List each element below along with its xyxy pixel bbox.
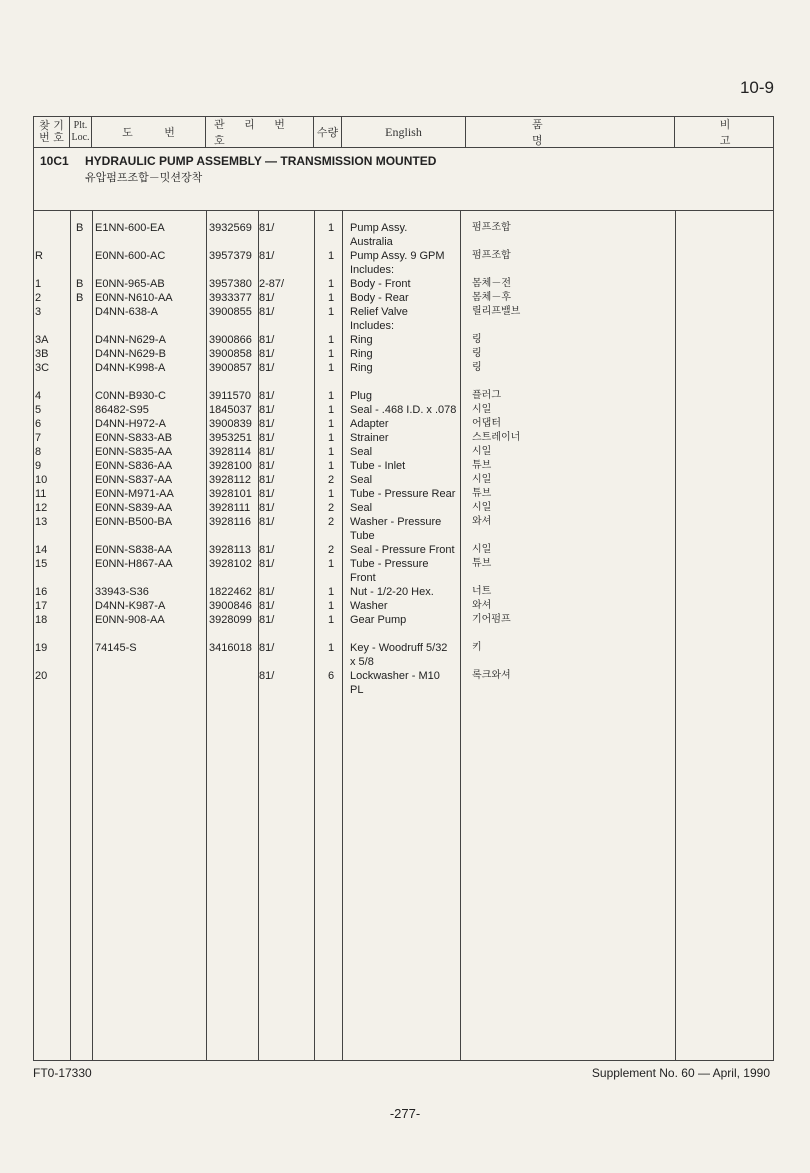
- part-number: 33943-S36: [95, 586, 149, 598]
- plant-location: B: [76, 292, 84, 304]
- item-index: 18: [35, 614, 48, 626]
- effective-date: 81/: [259, 418, 275, 430]
- quantity: 6: [328, 670, 335, 682]
- part-number: C0NN-B930-C: [95, 390, 166, 402]
- effective-date: 81/: [259, 250, 275, 262]
- management-number: 3933377: [209, 292, 252, 304]
- english-description: x 5/8: [350, 656, 374, 668]
- item-index: 1: [35, 278, 42, 290]
- english-description: Washer: [350, 600, 388, 612]
- item-index: 4: [35, 390, 42, 402]
- table-row: [34, 459, 773, 473]
- korean-name: 키: [472, 642, 482, 653]
- part-number: E0NN-S837-AA: [95, 474, 173, 486]
- table-row: [34, 319, 773, 333]
- management-number: 3911570: [209, 390, 252, 402]
- table-row: [34, 627, 773, 641]
- korean-name: 어댑터: [472, 418, 501, 429]
- effective-date: 81/: [259, 348, 275, 360]
- management-number: 3928101: [209, 488, 252, 500]
- table-row: [34, 585, 773, 599]
- management-number: 3957379: [209, 250, 252, 262]
- english-description: Seal: [350, 502, 373, 514]
- english-description: PL: [350, 684, 364, 696]
- quantity: 1: [328, 306, 335, 318]
- quantity: 1: [328, 600, 335, 612]
- english-description: Nut - 1/2-20 Hex.: [350, 586, 434, 598]
- table-row: [34, 529, 773, 543]
- management-number: 3416018: [209, 642, 252, 654]
- assembly-title: HYDRAULIC PUMP ASSEMBLY — TRANSMISSION MOUNTED: [85, 154, 437, 168]
- effective-date: 81/: [259, 292, 275, 304]
- english-description: Includes:: [350, 320, 395, 332]
- quantity: 2: [328, 544, 335, 556]
- item-index: 16: [35, 586, 48, 598]
- header-english: English: [342, 117, 466, 147]
- quantity: 1: [328, 278, 335, 290]
- item-index: 15: [35, 558, 48, 570]
- assembly-korean-title: 유압펌프조합－밋션장착: [85, 171, 203, 184]
- quantity: 1: [328, 558, 335, 570]
- korean-name: 록크와셔: [472, 670, 511, 681]
- item-index: R: [35, 250, 43, 262]
- part-number: E0NN-S839-AA: [95, 502, 173, 514]
- quantity: 1: [328, 390, 335, 402]
- form-number: FT0-17330: [33, 1066, 92, 1080]
- korean-name: 기어펌프: [472, 614, 511, 625]
- quantity: 1: [328, 642, 335, 654]
- table-header: [34, 117, 781, 148]
- table-row: [34, 263, 773, 277]
- item-index: 11: [35, 488, 47, 500]
- part-number: E0NN-908-AA: [95, 614, 165, 626]
- part-number: E0NN-N610-AA: [95, 292, 173, 304]
- management-number: 3928099: [209, 614, 252, 626]
- effective-date: 81/: [259, 446, 275, 458]
- effective-date: 81/: [259, 586, 275, 598]
- quantity: 1: [328, 432, 335, 444]
- item-index: 5: [35, 404, 42, 416]
- korean-name: 시일: [472, 474, 492, 485]
- management-number: 1822462: [209, 586, 252, 598]
- part-number: D4NN-N629-A: [95, 334, 166, 346]
- management-number: 3932569: [209, 222, 252, 234]
- header-index: [34, 117, 70, 147]
- english-description: Tube - Inlet: [350, 460, 406, 472]
- korean-name: 시일: [472, 502, 492, 513]
- management-number: 3957380: [209, 278, 252, 290]
- effective-date: 81/: [259, 362, 275, 374]
- table-row: [34, 291, 773, 305]
- korean-name: 와셔: [472, 516, 492, 527]
- english-description: Includes:: [350, 264, 395, 276]
- quantity: 1: [328, 586, 335, 598]
- management-number: 3928113: [209, 544, 252, 556]
- management-number: 3928102: [209, 558, 252, 570]
- management-number: 3900866: [209, 334, 252, 346]
- effective-date: 81/: [259, 306, 275, 318]
- korean-name: 시일: [472, 544, 492, 555]
- table-row: [34, 515, 773, 529]
- part-number: D4NN-N629-B: [95, 348, 166, 360]
- supplement-note: Supplement No. 60 — April, 1990: [591, 1066, 770, 1080]
- table-row: [34, 445, 773, 459]
- item-index: 10: [35, 474, 48, 486]
- part-number: D4NN-638-A: [95, 306, 158, 318]
- english-description: Tube: [350, 530, 375, 542]
- header-mgmt-no: 관 리 번 호: [206, 117, 314, 147]
- english-description: Key - Woodruff 5/32: [350, 642, 448, 654]
- management-number: 3900839: [209, 418, 252, 430]
- english-description: Adapter: [350, 418, 389, 430]
- header-qty: 수량: [314, 117, 342, 147]
- item-index: 19: [35, 642, 48, 654]
- english-description: Pump Assy. 9 GPM: [350, 250, 445, 262]
- quantity: 1: [328, 362, 335, 374]
- english-description: Body - Rear: [350, 292, 409, 304]
- item-index: 12: [35, 502, 48, 514]
- header-index-line2: 번 호: [39, 131, 64, 144]
- korean-name: 링: [472, 362, 482, 373]
- item-index: 6: [35, 418, 42, 430]
- quantity: 1: [328, 250, 335, 262]
- item-index: 8: [35, 446, 42, 458]
- quantity: 2: [328, 502, 335, 514]
- header-loc: [70, 117, 92, 147]
- table-row: [34, 543, 773, 557]
- korean-name: 릴리프밸브: [472, 306, 521, 317]
- item-index: 3: [35, 306, 42, 318]
- korean-name: 플러그: [472, 390, 501, 401]
- header-loc-line1: Plt.: [73, 120, 88, 131]
- part-number: E0NN-S835-AA: [95, 446, 173, 458]
- effective-date: 81/: [259, 334, 275, 346]
- effective-date: 81/: [259, 614, 275, 626]
- effective-date: 81/: [259, 670, 275, 682]
- header-part-no: 도 번: [92, 117, 206, 147]
- part-number: E0NN-H867-AA: [95, 558, 173, 570]
- effective-date: 81/: [259, 390, 275, 402]
- quantity: 1: [328, 334, 335, 346]
- table-row: [34, 487, 773, 501]
- table-row: [34, 683, 773, 697]
- table-row: [34, 613, 773, 627]
- part-number: 74145-S: [95, 642, 137, 654]
- korean-name: 튜브: [472, 460, 492, 471]
- effective-date: 81/: [259, 516, 275, 528]
- part-number: 86482-S95: [95, 404, 149, 416]
- part-number: E0NN-M971-AA: [95, 488, 174, 500]
- assembly-code: 10C1: [40, 154, 69, 168]
- table-row: [34, 249, 773, 263]
- korean-name: 몸체－후: [472, 292, 511, 303]
- table-row: [34, 501, 773, 515]
- table-row: [34, 305, 773, 319]
- item-index: 3B: [35, 348, 49, 360]
- english-description: Front: [350, 572, 376, 584]
- table-row: [34, 333, 773, 347]
- item-index: 20: [35, 670, 48, 682]
- management-number: 3900857: [209, 362, 252, 374]
- english-description: Body - Front: [350, 278, 411, 290]
- table-row: [34, 389, 773, 403]
- table-row: [34, 655, 773, 669]
- english-description: Ring: [350, 334, 373, 346]
- effective-date: 81/: [259, 488, 275, 500]
- english-description: Seal - Pressure Front: [350, 544, 455, 556]
- item-index: 2: [35, 292, 42, 304]
- management-number: 3928116: [209, 516, 252, 528]
- effective-date: 81/: [259, 502, 275, 514]
- assembly-heading: [34, 148, 773, 211]
- part-number: D4NN-H972-A: [95, 418, 166, 430]
- part-number: E0NN-S833-AB: [95, 432, 173, 444]
- effective-date: 81/: [259, 544, 275, 556]
- item-index: 3C: [35, 362, 50, 374]
- table-row: [34, 221, 773, 235]
- table-row: [34, 347, 773, 361]
- english-description: Ring: [350, 362, 373, 374]
- korean-name: 와셔: [472, 600, 492, 611]
- korean-name: 너트: [472, 586, 492, 597]
- korean-name: 튜브: [472, 488, 492, 499]
- english-description: Gear Pump: [350, 614, 407, 626]
- part-number: E0NN-S836-AA: [95, 460, 173, 472]
- management-number: 3928112: [209, 474, 252, 486]
- quantity: 2: [328, 516, 335, 528]
- item-index: 14: [35, 544, 48, 556]
- parts-table: [33, 116, 781, 1061]
- korean-name: 몸체－전: [472, 278, 511, 289]
- table-row: [34, 641, 773, 655]
- item-index: 13: [35, 516, 48, 528]
- item-index: 7: [35, 432, 42, 444]
- korean-name: 링: [472, 348, 482, 359]
- part-number: E1NN-600-EA: [95, 222, 165, 234]
- effective-date: 81/: [259, 432, 275, 444]
- quantity: 1: [328, 348, 335, 360]
- part-number: E0NN-600-AC: [95, 250, 166, 262]
- quantity: 1: [328, 418, 335, 430]
- header-remarks: 비 고: [719, 118, 781, 147]
- header-loc-line2: Loc.: [71, 132, 90, 143]
- effective-date: 81/: [259, 460, 275, 472]
- table-row: [34, 599, 773, 613]
- effective-date: 81/: [259, 222, 275, 234]
- page-number: 10-9: [739, 78, 774, 97]
- table-row: [34, 277, 773, 291]
- korean-name: 튜브: [472, 558, 492, 569]
- effective-date: 81/: [259, 474, 275, 486]
- english-description: Seal: [350, 474, 373, 486]
- table-row: [34, 361, 773, 375]
- management-number: 3928111: [209, 502, 251, 514]
- english-description: Seal - .468 I.D. x .078: [350, 404, 457, 416]
- english-description: Australia: [350, 236, 393, 248]
- table-row: [34, 375, 773, 389]
- part-number: D4NN-K987-A: [95, 600, 166, 612]
- quantity: 1: [328, 292, 335, 304]
- english-description: Tube - Pressure Rear: [350, 488, 456, 500]
- quantity: 1: [328, 446, 335, 458]
- quantity: 1: [328, 614, 335, 626]
- quantity: 1: [328, 460, 335, 472]
- item-index: 9: [35, 460, 42, 472]
- korean-name: 펌프조합: [472, 222, 511, 233]
- plant-location: B: [76, 278, 84, 290]
- english-description: Strainer: [350, 432, 389, 444]
- effective-date: 81/: [259, 404, 275, 416]
- management-number: 1845037: [209, 404, 252, 416]
- management-number: 3900846: [209, 600, 252, 612]
- english-description: Lockwasher - M10: [350, 670, 440, 682]
- table-row: [34, 403, 773, 417]
- korean-name: 시일: [472, 404, 492, 415]
- table-row: [34, 235, 773, 249]
- header-korean-name: 품 명: [466, 117, 675, 147]
- table-row: [34, 571, 773, 585]
- quantity: 1: [328, 222, 335, 234]
- table-row: [34, 669, 773, 683]
- korean-name: 스트레이너: [472, 432, 521, 443]
- header-index-line1: 찾 기: [39, 119, 64, 132]
- english-description: Pump Assy.: [350, 222, 408, 234]
- english-description: Washer - Pressure: [350, 516, 442, 528]
- part-number: E0NN-B500-BA: [95, 516, 173, 528]
- quantity: 1: [328, 404, 335, 416]
- part-number: E0NN-S838-AA: [95, 544, 173, 556]
- korean-name: 펌프조합: [472, 250, 511, 261]
- part-number: D4NN-K998-A: [95, 362, 166, 374]
- effective-date: 81/: [259, 600, 275, 612]
- effective-date: 81/: [259, 642, 275, 654]
- english-description: Seal: [350, 446, 373, 458]
- page-footer-number: -277-: [389, 1106, 421, 1121]
- english-description: Relief Valve: [350, 306, 408, 318]
- korean-name: 시일: [472, 446, 492, 457]
- table-row: [34, 557, 773, 571]
- management-number: 3928114: [209, 446, 252, 458]
- management-number: 3900858: [209, 348, 252, 360]
- effective-date: 81/: [259, 558, 275, 570]
- table-row: [34, 417, 773, 431]
- table-row: [34, 473, 773, 487]
- management-number: 3928100: [209, 460, 252, 472]
- quantity: 1: [328, 488, 335, 500]
- english-description: Plug: [350, 390, 373, 402]
- english-description: Tube - Pressure: [350, 558, 429, 570]
- plant-location: B: [76, 222, 84, 234]
- item-index: 3A: [35, 334, 49, 346]
- management-number: 3953251: [209, 432, 252, 444]
- table-row: [34, 431, 773, 445]
- management-number: 3900855: [209, 306, 252, 318]
- korean-name: 링: [472, 334, 482, 345]
- english-description: Ring: [350, 348, 373, 360]
- effective-date: 2-87/: [259, 278, 285, 290]
- quantity: 2: [328, 474, 335, 486]
- item-index: 17: [35, 600, 48, 612]
- part-number: E0NN-965-AB: [95, 278, 165, 290]
